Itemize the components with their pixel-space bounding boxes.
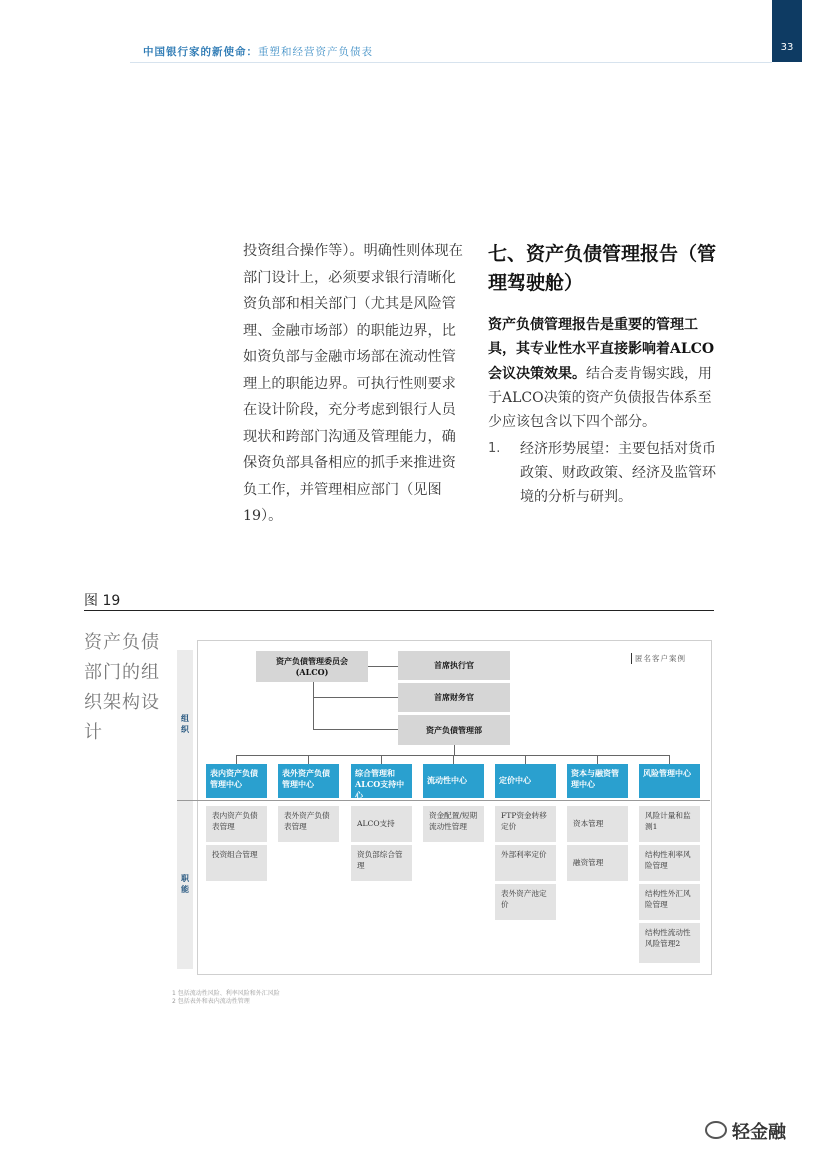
alco-committee-abbr: (ALCO) — [295, 666, 329, 677]
figure-label: 图 19 — [84, 593, 121, 609]
connector — [313, 682, 314, 730]
lane-divider — [177, 800, 710, 801]
figure-side-title: 资产负债部门的组织架构设计 — [84, 632, 160, 743]
page-number: 33 — [780, 42, 794, 53]
center-box: 表外资产负债管理中心 — [278, 764, 339, 798]
function-box: 结构性外汇风险管理 — [639, 884, 700, 920]
ceo-box — [398, 651, 510, 680]
connector — [454, 745, 455, 755]
section-paragraph-rest: 结合麦肯锡实践，用于ALCO决策的资产负债报告体系至少应该包含以下四个部分。 — [488, 365, 712, 431]
left-column-text — [243, 238, 469, 530]
left-paragraph: 投资组合操作等）。明确性则体现在部门设计上，必须要求银行清晰化资负部和相关部门（尤其是风险管理、金融市场部）的职能边界，比如资负部与金融市场部在流动性管理上的职能边界。可执行性则要求在设计阶段，充分考虑到银行人员现状和跨部门沟通及管理能力，确保资负部具备相应的抓手来推进资负工作，并管理相应部门（见图19）。 — [243, 243, 463, 524]
connector — [308, 755, 309, 764]
cfo-box — [398, 683, 510, 712]
case-label: 匿名客户案例 — [631, 653, 686, 664]
connector — [313, 729, 398, 730]
running-header-subtitle: 重塑和经营资产负债表 — [258, 46, 373, 58]
running-header-title: 中国银行家的新使命： — [143, 46, 258, 58]
function-box: 结构性流动性风险管理2 — [639, 923, 700, 963]
function-box: 资负部综合管理 — [351, 845, 412, 881]
watermark-text: 轻金融 — [732, 1122, 786, 1143]
function-box: 风险计量和监测1 — [639, 806, 700, 842]
cfo-label: 首席财务官 — [434, 692, 474, 702]
section-paragraph — [488, 313, 720, 434]
center-box: 流动性中心 — [423, 764, 484, 798]
connector — [381, 755, 382, 764]
connector — [597, 755, 598, 764]
connector — [669, 755, 670, 764]
function-box: 资金配置/短期流动性管理 — [423, 806, 484, 842]
function-box: 表内资产负债表管理 — [206, 806, 267, 842]
alm-department-label: 资产负债管理部 — [426, 724, 482, 735]
function-box: 融资管理 — [567, 845, 628, 881]
running-header — [143, 44, 373, 59]
ceo-label: 首席执行官 — [434, 660, 474, 670]
connector — [313, 697, 398, 698]
function-box: ALCO支持 — [351, 806, 412, 842]
center-box: 综合管理和ALCO支持中心 — [351, 764, 412, 798]
function-box: 结构性利率风险管理 — [639, 845, 700, 881]
section-title: 七、资产负债管理报告（管理驾驶舱） — [488, 243, 717, 294]
lane-org-label: 组 织 — [181, 713, 189, 734]
function-box: 表外资产池定价 — [495, 884, 556, 920]
connector — [368, 666, 398, 667]
section-paragraph-bold: 资产负债管理报告是重要的管理工具，其专业性水平直接影响着ALCO会议决策效果。 — [488, 317, 715, 382]
footnote: 2 包括表外和表内流动性管理 — [172, 998, 250, 1005]
alm-department-box — [398, 715, 510, 745]
function-box: 资本管理 — [567, 806, 628, 842]
wechat-icon — [705, 1121, 727, 1139]
lane-function-label: 职 能 — [181, 873, 189, 894]
center-box: 定价中心 — [495, 764, 556, 798]
function-box: FTP资金转移定价 — [495, 806, 556, 842]
connector — [453, 755, 454, 764]
center-box: 表内资产负债管理中心 — [206, 764, 267, 798]
alco-committee-label: 资产负债管理委员会 — [276, 655, 348, 666]
list-item-text: 经济形势展望：主要包括对货币政策、财政政策、经济及监管环境的分析与研判。 — [520, 441, 716, 505]
footnote: 1 包括流动性风险、利率风险和外汇风险 — [172, 990, 280, 997]
list-item-number: 1. — [488, 441, 501, 456]
function-box: 表外资产负债表管理 — [278, 806, 339, 842]
connector — [236, 755, 237, 764]
figure-rule — [84, 610, 714, 611]
alco-committee-box — [256, 651, 368, 682]
center-box: 资本与融资管理中心 — [567, 764, 628, 798]
list-item — [488, 437, 720, 509]
center-box: 风险管理中心 — [639, 764, 700, 798]
connector — [525, 755, 526, 764]
function-box: 外部利率定价 — [495, 845, 556, 881]
header-rule — [130, 62, 772, 63]
function-box: 投资组合管理 — [206, 845, 267, 881]
